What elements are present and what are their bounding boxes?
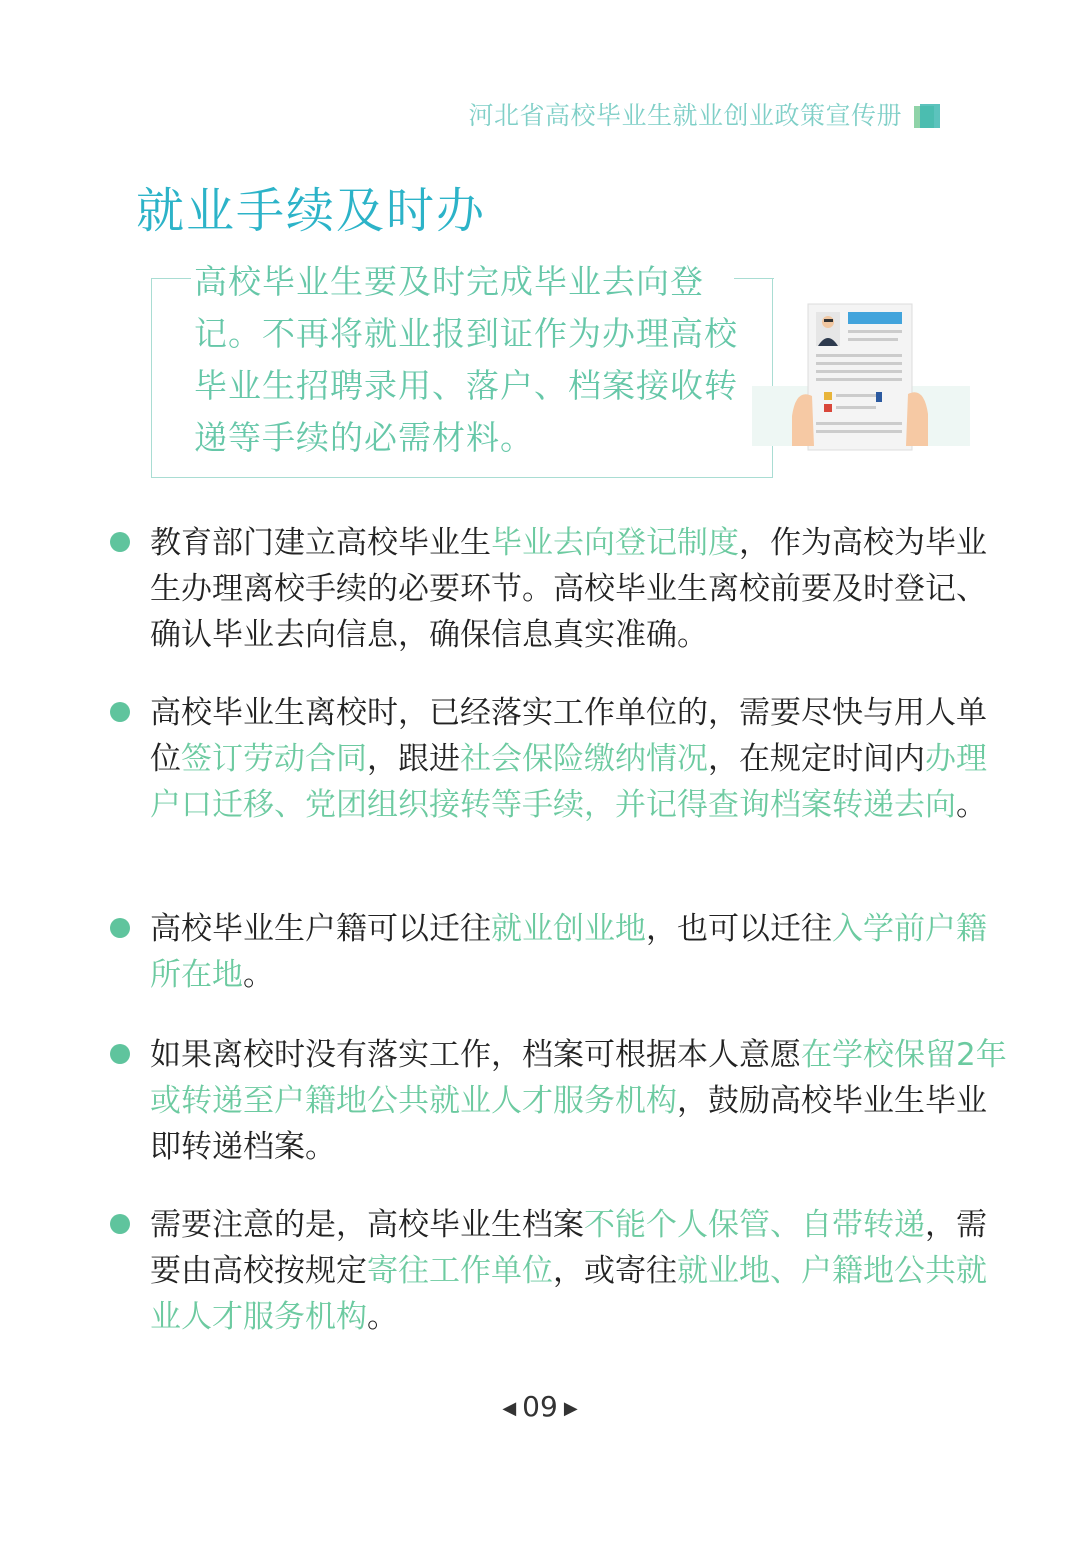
triangle-right-icon: ▶	[563, 1397, 578, 1419]
list-item: 高校毕业生离校时，已经落实工作单位的，需要尽快与用人单位签订劳动合同，跟进社会保险缴纳情况，在规定时间内办理户口迁移、党团组织接转等手续，并记得查询档案转递去向。	[110, 690, 1010, 828]
publication-title: 河北省高校毕业生就业创业政策宣传册	[468, 101, 902, 130]
bullet-dot-icon	[110, 1044, 130, 1064]
list-item: 教育部门建立高校毕业生毕业去向登记制度，作为高校为毕业生办理离校手续的必要环节。高校毕业生离校前要及时登记、确认毕业去向信息，确保信息真实准确。	[110, 520, 1010, 658]
intro-text: 高校毕业生要及时完成毕业去向登记。不再将就业报到证作为办理高校毕业生招聘录用、落户、档案接收转递等手续的必需材料。	[194, 262, 738, 457]
triangle-left-icon: ◀	[502, 1397, 517, 1419]
page-title: 就业手续及时办	[136, 183, 487, 239]
resume-illustration	[752, 296, 970, 456]
bullet-dot-icon	[110, 702, 130, 722]
bullet-dot-icon	[110, 918, 130, 938]
list-item: 高校毕业生户籍可以迁往就业创业地，也可以迁往入学前户籍所在地。	[110, 906, 1010, 998]
bullet-dot-icon	[110, 1214, 130, 1234]
list-item: 需要注意的是，高校毕业生档案不能个人保管、自带转递，需要由高校按规定寄往工作单位，或寄往就业地、户籍地公共就业人才服务机构。	[110, 1202, 1010, 1340]
page-number: ◀ 09 ▶	[502, 1390, 578, 1423]
list-item: 如果离校时没有落实工作，档案可根据本人意愿在学校保留2年或转递至户籍地公共就业人才服务机构，鼓励高校毕业生毕业即转递档案。	[110, 1032, 1010, 1170]
bullet-dot-icon	[110, 532, 130, 552]
header-square-icon	[914, 104, 940, 130]
